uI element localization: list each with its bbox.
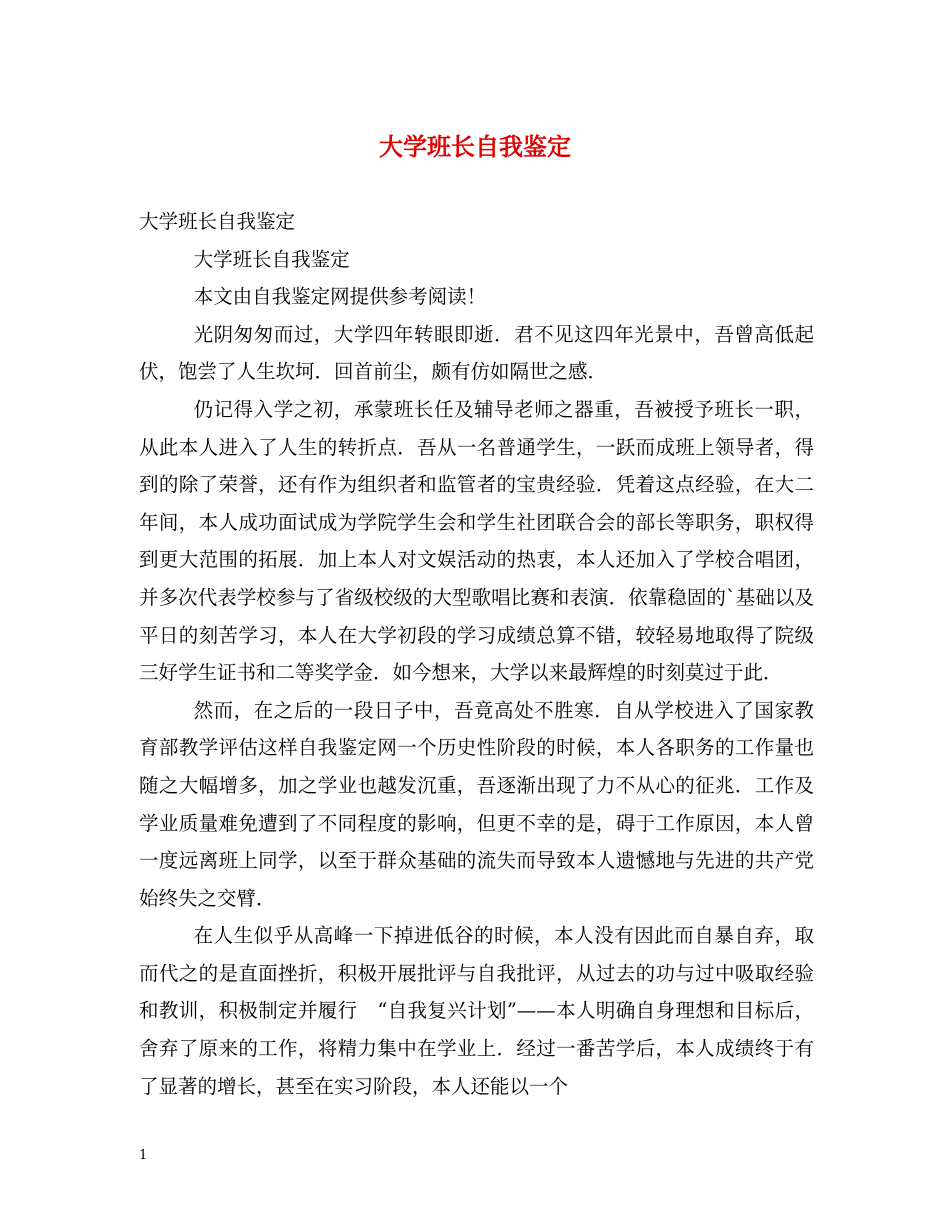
document-title: 大学班长自我鉴定 xyxy=(379,132,571,161)
paragraph-recovery: 在人生似乎从高峰一下掉进低谷的时候，本人没有因此而自暴自弃，取而代之的是直面挫折，积极开展批评与自我批评，从过去的功与过中吸取经验和教训，积极制定并履行 “自我复兴计划”——本人明确自身理想和目标后，舍弃了原来的工作，将精力集中在学业上．经过一番苦学后，本人成绩终于有了显著的增长，甚至在实习阶段，本人还能以一个 xyxy=(139,924,814,1098)
page-number: 1 xyxy=(139,1148,148,1163)
paragraph-early-years: 仍记得入学之初，承蒙班长任及辅导老师之器重，吾被授予班长一职，从此本人进入了人生的转折点．吾从一名普通学生，一跃而成班上领导者，得到的除了荣誉，还有作为组织者和监管者的宝贵经验．凭着这点经验，在大二年间，本人成功面试成为学院学生会和学生社团联合会的部长等职务，职权得到更大范围的拓展．加上本人对文娱活动的热衷，本人还加入了学校合唱团，并多次代表学校参与了省级校级的大型歌唱比赛和表演．依靠稳固的`基础以及平日的刻苦学习，本人在大学初段的学习成绩总算不错，较轻易地取得了院级三好学生证书和二等奖学金．如今想来，大学以来最辉煌的时刻莫过于此． xyxy=(139,397,814,685)
document-body xyxy=(139,203,814,1105)
paragraph-heading: 大学班长自我鉴定 xyxy=(139,210,296,233)
paragraph-source-note: 本文由自我鉴定网提供参考阅读！ xyxy=(193,285,487,309)
paragraph-difficulties: 然而，在之后的一段日子中，吾竟高处不胜寒．自从学校进入了国家教育部教学评估这样自我鉴定网一个历史性阶段的时候，本人各职务的工作量也随之大幅增多，加之学业也越发沉重，吾逐渐出现了力不从心的征兆．工作及学业质量难免遭到了不同程度的影响，但更不幸的是，碍于工作原因，本人曾一度远离班上同学，以至于群众基础的流失而导致本人遗憾地与先进的共产党始终失之交臂． xyxy=(139,698,814,910)
paragraph-intro: 光阴匆匆而过，大学四年转眼即逝．君不见这四年光景中，吾曾高低起伏，饱尝了人生坎坷．回首前尘，颇有仿如隔世之感． xyxy=(139,322,814,384)
paragraph-subheading: 大学班长自我鉴定 xyxy=(193,247,350,271)
